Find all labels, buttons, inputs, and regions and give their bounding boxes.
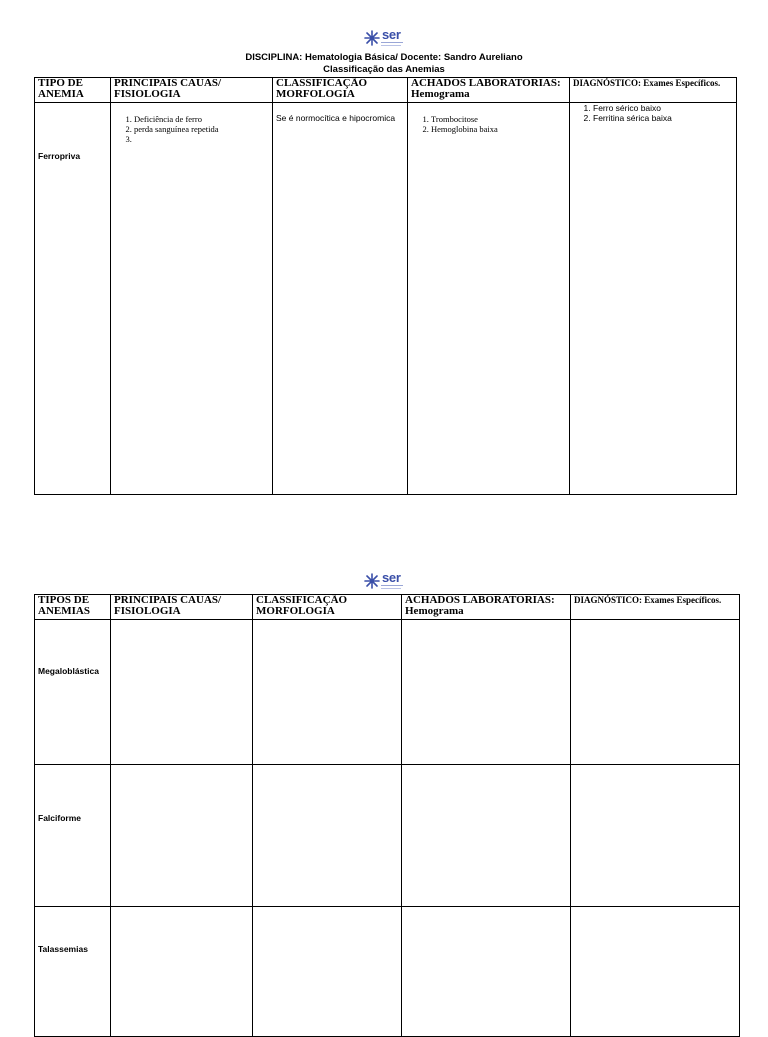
- header-classification: CLASSIFICAÇÃO MORFOLOGIA: [253, 595, 402, 620]
- header-causes: PRINCIPAIS CAUAS/ FISIOLOGIA: [111, 78, 273, 103]
- empty-cell: [402, 907, 571, 1037]
- lab-item: 2. Hemoglobina baixa: [431, 124, 566, 134]
- cause-item: [134, 134, 269, 144]
- classification-cell: Se é normocítica e hipocromica: [273, 103, 408, 495]
- diagnosis-cell: [570, 103, 737, 495]
- anemia-table-2: [34, 594, 740, 1037]
- institution-logo: [364, 27, 408, 52]
- causes-cell: [111, 103, 273, 495]
- star-logo-icon: [364, 30, 380, 46]
- empty-cell: [253, 620, 402, 765]
- row-label-megaloblastica: Megaloblástica: [35, 620, 111, 765]
- header-diagnosis: DIAGNÓSTICO: Exames Específicos.: [570, 78, 737, 103]
- star-logo-icon: [364, 573, 380, 589]
- empty-cell: [111, 620, 253, 765]
- header-classification: CLASSIFICAÇÃO MORFOLOGIA: [273, 78, 408, 103]
- row-label-falciforme: Falciforme: [35, 765, 111, 907]
- empty-cell: [571, 620, 740, 765]
- empty-cell: [111, 765, 253, 907]
- diagnosis-item: 2. Ferritina sérica baixa: [593, 113, 733, 123]
- discipline-header: DISCIPLINA: Hematologia Básica/ Docente: Sandro Aureliano: [245, 52, 523, 63]
- row-label-talassemias: Talassemias: [35, 907, 111, 1037]
- header-lab-findings: ACHADOS LABORATORIAS: Hemograma: [408, 78, 570, 103]
- empty-cell: [253, 765, 402, 907]
- diagnosis-item: 1. Ferro sérico baixo: [593, 103, 733, 113]
- row-label-ferropriva: Ferropriva: [35, 103, 111, 495]
- logo-word: ser: [382, 27, 401, 42]
- header-lab-findings: ACHADOS LABORATORIAS: Hemograma: [402, 595, 571, 620]
- header-type: TIPO DE ANEMIA: [35, 78, 111, 103]
- empty-cell: [402, 765, 571, 907]
- empty-cell: [402, 620, 571, 765]
- document-title: Classificação das Anemias: [323, 64, 445, 75]
- empty-cell: [571, 907, 740, 1037]
- empty-cell: [111, 907, 253, 1037]
- empty-cell: [253, 907, 402, 1037]
- lab-item: 1. Trombocitose: [431, 114, 566, 124]
- cause-item: 1. Deficiência de ferro: [134, 114, 269, 124]
- header-causes: PRINCIPAIS CAUAS/ FISIOLOGIA: [111, 595, 253, 620]
- lab-findings-cell: [408, 103, 570, 495]
- anemia-table-1: [34, 77, 737, 495]
- institution-logo-2: [364, 570, 408, 595]
- cause-item: 2. perda sanguínea repetida: [134, 124, 269, 134]
- header-diagnosis: DIAGNÓSTICO: Exames Específicos.: [571, 595, 740, 620]
- header-type: TIPOS DE ANEMIAS: [35, 595, 111, 620]
- empty-cell: [571, 765, 740, 907]
- logo-word: ser: [382, 570, 401, 585]
